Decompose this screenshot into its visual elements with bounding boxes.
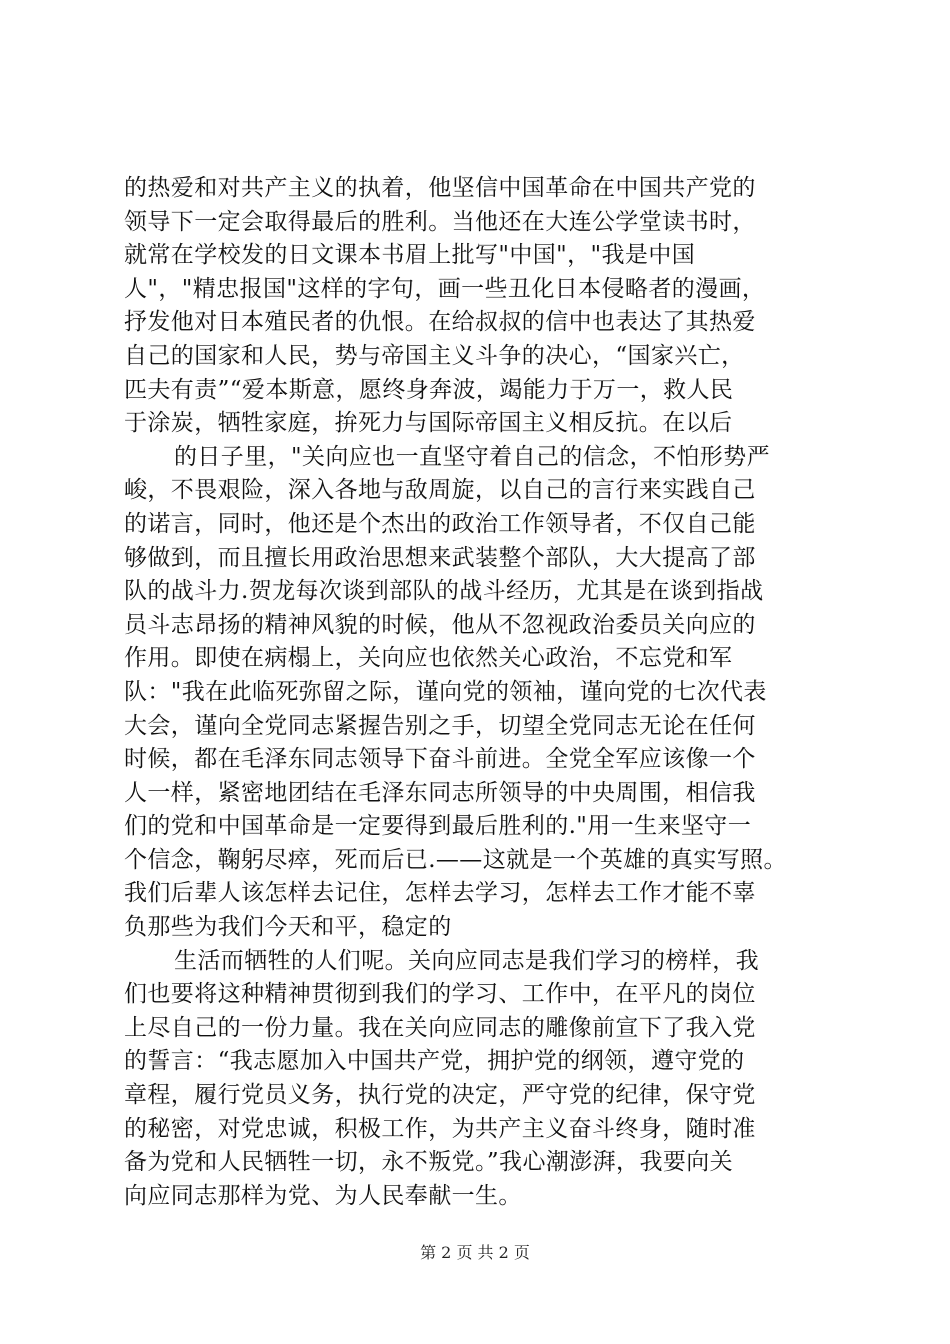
paragraph-start-line: 生活而牺牲的人们呢。关向应同志是我们学习的榜样，我 xyxy=(174,947,759,974)
text-line: 抒发他对日本殖民者的仇恨。在给叔叔的信中也表达了其热爱 xyxy=(124,309,756,336)
text-line: 够做到，而且擅长用政治思想来武装整个部队，大大提高了部 xyxy=(124,544,756,571)
text-line: 我们后辈人该怎样去记住，怎样去学习，怎样去工作才能不辜 xyxy=(124,880,756,907)
text-line: 自己的国家和人民，势与帝国主义斗争的决心，“国家兴亡， xyxy=(124,342,745,369)
text-line: 队："我在此临死弥留之际，谨向党的领袖，谨向党的七次代表 xyxy=(124,678,767,705)
text-line: 们也要将这种精神贯彻到我们的学习、工作中，在平凡的岗位 xyxy=(124,981,756,1008)
text-line: 领导下一定会取得最后的胜利。当他还在大连公学堂读书时， xyxy=(124,208,756,235)
text-line: 峻，不畏艰险，深入各地与敌周旋，以自己的言行来实践自己 xyxy=(124,477,756,504)
text-line: 人"，"精忠报国"这样的字句，画一些丑化日本侵略者的漫画， xyxy=(124,275,766,302)
text-line: 队的战斗力.贺龙每次谈到部队的战斗经历，尤其是在谈到指战 xyxy=(124,578,764,605)
text-line: 的秘密，对党忠诚，积极工作，为共产主义奋斗终身，随时准 xyxy=(124,1115,756,1142)
text-line: 匹夫有责”“爱本斯意，愿终身奔波，竭能力于万一，救人民 xyxy=(124,376,734,403)
text-line: 们的党和中国革命是一定要得到最后胜利的."用一生来坚守一 xyxy=(124,813,752,840)
paragraph-start-line: 的日子里，"关向应也一直坚守着自己的信念，不怕形势严 xyxy=(174,443,770,470)
text-line: 备为党和人民牺牲一切，永不叛党。”我心潮澎湃，我要向关 xyxy=(124,1149,734,1176)
text-line: 时候，都在毛泽东同志领导下奋斗前进。全党全军应该像一个 xyxy=(124,746,756,773)
text-line: 大会，谨向全党同志紧握告别之手，切望全党同志无论在任何 xyxy=(124,712,756,739)
text-line: 就常在学校发的日文课本书眉上批写"中国"，"我是中国 xyxy=(124,242,696,269)
text-line: 章程，履行党员义务，执行党的决定，严守党的纪律，保守党 xyxy=(124,1082,756,1109)
page-number-footer: 第 2 页 共 2 页 xyxy=(420,1243,530,1262)
text-line: 员斗志昂扬的精神风貌的时候，他从不忽视政治委员关向应的 xyxy=(124,611,756,638)
text-line: 于涂炭，牺牲家庭，拚死力与国际帝国主义相反抗。在以后 xyxy=(124,410,733,437)
text-line: 作用。即使在病榻上，关向应也依然关心政治，不忘党和军 xyxy=(124,645,733,672)
text-line: 个信念，鞠躬尽瘁，死而后已.——这就是一个英雄的真实写照。 xyxy=(124,846,787,873)
text-line: 的诺言，同时，他还是个杰出的政治工作领导者，不仅自己能 xyxy=(124,510,756,537)
text-line: 人一样，紧密地团结在毛泽东同志所领导的中央周围，相信我 xyxy=(124,779,756,806)
text-line: 向应同志那样为党、为人民奉献一生。 xyxy=(124,1182,522,1209)
text-line: 的热爱和对共产主义的执着，他坚信中国革命在中国共产党的 xyxy=(124,175,756,201)
text-line: 负那些为我们今天和平，稳定的 xyxy=(124,914,452,941)
text-line: 上尽自己的一份力量。我在关向应同志的雕像前宣下了我入党 xyxy=(124,1014,756,1041)
body-text xyxy=(124,172,844,1213)
text-line: 的誓言：“我志愿加入中国共产党，拥护党的纲领，遵守党的 xyxy=(124,1048,745,1075)
